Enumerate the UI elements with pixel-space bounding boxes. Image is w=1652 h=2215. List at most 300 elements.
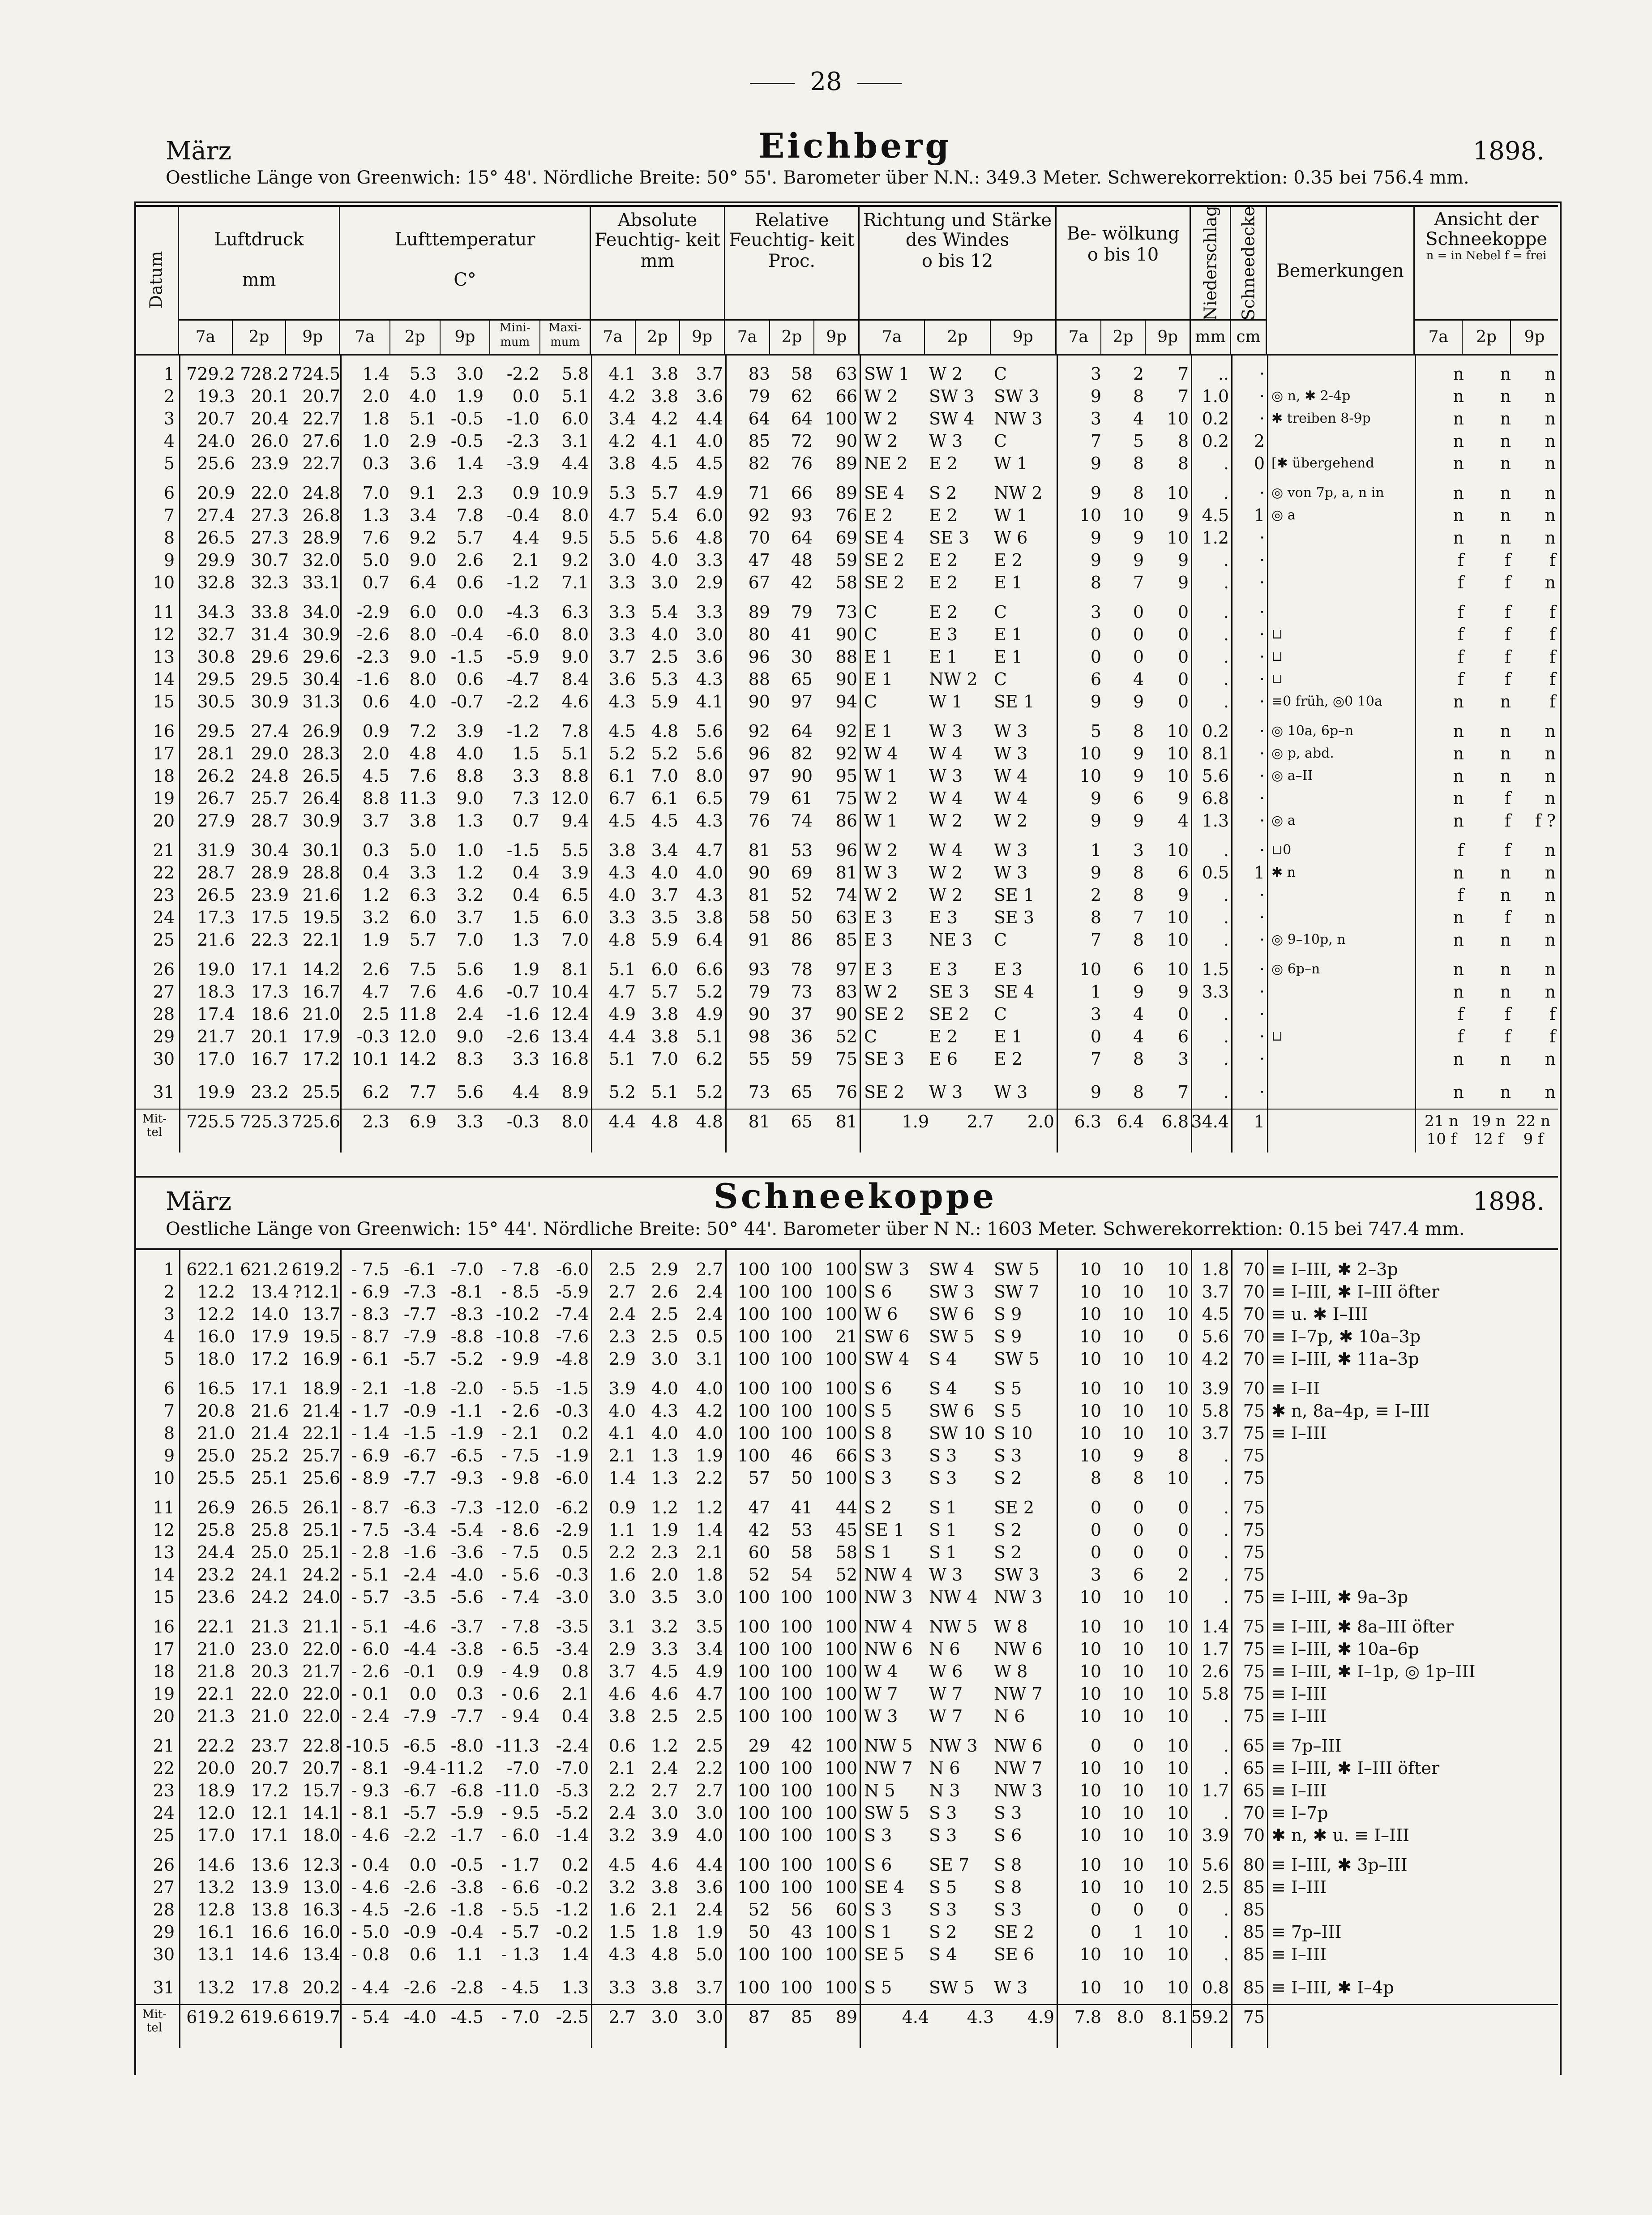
table-cell: 83: [835, 982, 857, 1002]
table-cell: ≡ I–III, ✱ I–1p, ◎ 1p–III: [1271, 1662, 1476, 1681]
table-cell: n: [1545, 1049, 1556, 1069]
table-cell: 0.7: [362, 573, 389, 592]
table-cell: SE 2: [864, 1082, 905, 1102]
table-cell: 0: [1177, 625, 1189, 644]
table-cell: 10: [1122, 1706, 1144, 1726]
table-cell: -2.2: [506, 692, 539, 711]
table-cell: 16.7: [251, 1049, 289, 1069]
table-cell: ≡ I–III, ✱ 3p–III: [1271, 1855, 1408, 1875]
table-cell: 1.5: [1202, 960, 1229, 979]
table-cell: 5.3: [409, 364, 437, 384]
table-cell: n: [1545, 744, 1556, 763]
table-cell: 9: [1090, 692, 1101, 711]
table-cell: -6.7: [403, 1781, 437, 1800]
table-cell: ·: [1259, 1027, 1265, 1046]
table-cell: 7.8: [561, 721, 589, 741]
table-cell: N 5: [864, 1781, 895, 1800]
table-cell: -2.2: [506, 364, 539, 384]
table-cell: 100: [780, 1260, 813, 1279]
table-cell: SW 5: [929, 1978, 975, 1997]
table-cell: 4: [1133, 1027, 1144, 1046]
table-cell: 0.6: [362, 692, 389, 711]
table-cell: n: [1545, 885, 1556, 905]
table-cell: S 4: [929, 1349, 957, 1369]
table-cell: -6.5: [450, 1446, 484, 1465]
table-cell: n: [1500, 454, 1511, 473]
table-cell: 10: [1167, 1662, 1189, 1681]
table-cell: S 8: [994, 1877, 1022, 1897]
table-cell: 4.5: [1202, 506, 1229, 525]
table-cell: 10: [1122, 1855, 1144, 1875]
table-cell: 21.6: [197, 930, 235, 950]
table-cell: 3.0: [696, 1587, 723, 1607]
table-cell: -10.8: [496, 1327, 539, 1346]
table-row: [134, 1660, 1558, 1683]
table-cell: ≡ I–III, ✱ 9a–3p: [1271, 1587, 1408, 1607]
mean-cell: 6.4: [1117, 1112, 1144, 1131]
table-cell: E 2: [929, 1027, 958, 1046]
table-cell: 64: [791, 409, 813, 428]
table-cell: 7: [1177, 1082, 1189, 1102]
table-cell: W 1: [994, 454, 1028, 473]
table-cell: - 9.5: [501, 1803, 539, 1823]
table-cell: -4.7: [506, 669, 539, 689]
table-cell: -7.7: [403, 1304, 437, 1324]
table-cell: 6.0: [409, 602, 437, 622]
table-cell: -3.7: [450, 1617, 484, 1637]
table-cell: 6.1: [608, 766, 636, 786]
table-cell: 3.3: [651, 1639, 678, 1659]
table-cell: 0: [1133, 647, 1144, 667]
table-cell: 28.1: [197, 744, 235, 763]
table-cell: 13.0: [302, 1877, 340, 1897]
table-cell: 97: [835, 960, 857, 979]
table-cell: 9.2: [409, 528, 437, 548]
table-cell: 1: [1133, 1922, 1144, 1942]
table-cell: 26.4: [302, 788, 340, 808]
table-cell: 45: [835, 1520, 857, 1540]
table-cell: 30: [153, 1945, 175, 1964]
table-cell: 26.7: [197, 788, 235, 808]
table-cell: 32.7: [197, 625, 235, 644]
table-cell: 0.8: [1202, 1978, 1229, 1997]
table-cell: 100: [825, 1825, 857, 1845]
table-cell: 2.3: [456, 483, 484, 503]
table-cell: SE 4: [864, 528, 905, 548]
table-cell: 64: [791, 721, 813, 741]
table-cell: 82: [791, 744, 813, 763]
table-cell: 30.4: [302, 669, 340, 689]
table-cell: 0: [1090, 1736, 1101, 1756]
table-cell: - 0.1: [351, 1684, 389, 1704]
table-cell: 28: [153, 1900, 175, 1919]
table-cell: 21.3: [197, 1706, 235, 1726]
table-cell: -2.6: [356, 625, 389, 644]
table-cell: 18: [153, 1662, 175, 1681]
table-cell: -0.7: [450, 692, 484, 711]
table-cell: 9: [1133, 982, 1144, 1002]
table-cell: 17.8: [251, 1978, 289, 1997]
table-cell: - 8.7: [351, 1327, 389, 1346]
table-cell: -0.1: [403, 1662, 437, 1681]
table-cell: 100: [825, 1639, 857, 1659]
table-cell: 2.6: [456, 550, 484, 570]
mean-cell: -0.3: [506, 1112, 539, 1131]
table-cell: 3: [1090, 409, 1101, 428]
table-cell: - 6.9: [351, 1446, 389, 1465]
table-cell: 3: [1090, 364, 1101, 384]
table-cell: 74: [791, 811, 813, 831]
table-cell: 10: [1167, 1803, 1189, 1823]
mean-cell: 21 n 10 f: [1425, 1112, 1459, 1148]
table-cell: 17.3: [251, 982, 289, 1002]
table-cell: 10: [1122, 1304, 1144, 1324]
table-cell: 23.7: [251, 1736, 289, 1756]
table-cell: 22: [153, 1758, 175, 1778]
table-cell: 18.6: [251, 1004, 289, 1024]
table-cell: 10: [1167, 840, 1189, 860]
table-cell: 21.0: [302, 1004, 340, 1024]
table-cell: 92: [748, 721, 770, 741]
table-cell: 17.3: [197, 908, 235, 927]
table-cell: ·: [1259, 840, 1265, 860]
table-cell: 70: [1243, 1282, 1265, 1302]
table-cell: -2.9: [356, 602, 389, 622]
table-cell: -5.3: [556, 1781, 589, 1800]
table-cell: f: [1457, 1027, 1464, 1046]
table-cell: 22.0: [302, 1639, 340, 1659]
table-cell: 728.2: [240, 364, 289, 384]
table-cell: 79: [748, 982, 770, 1002]
table-cell: 10: [1079, 1327, 1101, 1346]
table-cell: 5.4: [651, 506, 678, 525]
table-row: [134, 1422, 1558, 1444]
table-cell: - 9.9: [501, 1349, 539, 1369]
table-cell: 52: [835, 1027, 857, 1046]
table-cell: 20.8: [197, 1401, 235, 1421]
table-cell: SE 2: [994, 1498, 1035, 1517]
table-cell: 100: [780, 1587, 813, 1607]
table-cell: 21.8: [197, 1662, 235, 1681]
table-cell: W 4: [994, 788, 1028, 808]
table-cell: 22.8: [302, 1736, 340, 1756]
table-cell: 58: [748, 908, 770, 927]
table-cell: 26.9: [302, 721, 340, 741]
table-cell: 26.2: [197, 766, 235, 786]
table-cell: 0.4: [561, 1706, 589, 1726]
table-cell: 4.1: [651, 431, 678, 451]
table-cell: N 6: [929, 1639, 960, 1659]
table-cell: 5: [1090, 721, 1101, 741]
table-cell: 21: [153, 1736, 175, 1756]
table-cell: 57: [748, 1468, 770, 1488]
table-cell: S 2: [929, 1922, 957, 1942]
table-cell: W 1: [864, 811, 898, 831]
table-cell: 1.4: [456, 454, 484, 473]
table-cell: 8: [1090, 573, 1101, 592]
table-cell: 24.0: [302, 1587, 340, 1607]
table-cell: 15.7: [302, 1781, 340, 1800]
table-cell: 2.4: [696, 1282, 723, 1302]
table-cell: 5.2: [651, 744, 678, 763]
table-cell: 90: [835, 1004, 857, 1024]
table-cell: 3.5: [651, 908, 678, 927]
table-cell: 70: [1243, 1349, 1265, 1369]
table-cell: 18.3: [197, 982, 235, 1002]
table-cell: SE 6: [994, 1945, 1035, 1964]
table-cell: 3.8: [651, 364, 678, 384]
table-cell: E 6: [929, 1049, 958, 1069]
table-cell: 5.2: [696, 982, 723, 1002]
table-cell: 30.8: [197, 647, 235, 667]
table-row: [134, 981, 1558, 1003]
table-cell: 2.7: [696, 1781, 723, 1800]
table-cell: 9: [1090, 1082, 1101, 1102]
table-cell: 7: [1090, 431, 1101, 451]
table-cell: S 3: [929, 1468, 957, 1488]
table-cell: W 1: [864, 766, 898, 786]
table-cell: 1.4: [561, 1945, 589, 1964]
table-cell: 5.9: [651, 692, 678, 711]
table-cell: 10: [1079, 1260, 1101, 1279]
table-cell: 9.0: [409, 550, 437, 570]
table-cell: 10: [1079, 1639, 1101, 1659]
table-cell: - 2.8: [351, 1542, 389, 1562]
table-cell: E 3: [864, 960, 893, 979]
table-cell: S 6: [864, 1855, 892, 1875]
table-cell: ≡ I–III, ✱ I–III öfter: [1271, 1758, 1440, 1778]
table-cell: 3.4: [651, 840, 678, 860]
table-cell: S 6: [864, 1282, 892, 1302]
table-cell: n: [1500, 528, 1511, 548]
table-cell: 7: [163, 506, 175, 525]
table-cell: W 3: [929, 1565, 963, 1585]
table-cell: 2.4: [696, 1304, 723, 1324]
table-cell: 13.2: [197, 1877, 235, 1897]
table-cell: 0.9: [512, 483, 539, 503]
table-cell: -3.8: [450, 1877, 484, 1897]
table-cell: 619.2: [291, 1260, 340, 1279]
table-cell: 7.6: [409, 766, 437, 786]
table-cell: 66: [835, 386, 857, 406]
table-cell: .: [1223, 908, 1229, 927]
table-cell: 28.7: [197, 863, 235, 883]
table-cell: 3.3: [608, 625, 636, 644]
table-cell: 10: [153, 1468, 175, 1488]
table-cell: 5.7: [409, 930, 437, 950]
table-cell: -6.2: [556, 1498, 589, 1517]
table-cell: f: [1549, 1027, 1556, 1046]
table-cell: 1.9: [512, 960, 539, 979]
table-cell: 3: [163, 409, 175, 428]
table-cell: 4.9: [696, 1662, 723, 1681]
table-cell: 1.2: [1202, 528, 1229, 548]
table-cell: 4.0: [409, 386, 437, 406]
table-cell: 0.5: [561, 1542, 589, 1562]
table-row: [134, 1615, 1558, 1638]
table-cell: W 4: [864, 744, 898, 763]
table-cell: -6.3: [403, 1498, 437, 1517]
table-cell: 75: [1243, 1520, 1265, 1540]
table-cell: S 3: [994, 1803, 1022, 1823]
table-cell: -4.3: [506, 602, 539, 622]
table-cell: E 1: [864, 721, 893, 741]
table-cell: 10: [1079, 1662, 1101, 1681]
table-cell: 21.0: [197, 1639, 235, 1659]
header-luftdruck: Luftdruck mm 7a 2p 9p: [179, 206, 340, 354]
table-cell: 9: [1090, 386, 1101, 406]
table-cell: 100: [825, 1781, 857, 1800]
table-cell: 19.5: [302, 1327, 340, 1346]
table-cell: 13.9: [251, 1877, 289, 1897]
table-cell: 11: [153, 602, 175, 622]
table-cell: 100: [737, 1587, 770, 1607]
table-cell: 100: [737, 1781, 770, 1800]
table-cell: - 8.1: [351, 1803, 389, 1823]
header-lufttemperatur: Lufttemperatur C° 7a 2p 9p Mini- mum Maxi- mum: [340, 206, 591, 354]
table-cell: 10: [1122, 1327, 1144, 1346]
table-cell: 28.8: [302, 863, 340, 883]
table-cell: 22.0: [302, 1706, 340, 1726]
table-cell: 75: [1243, 1587, 1265, 1607]
table-cell: -10.2: [496, 1304, 539, 1324]
table-cell: f: [1504, 1027, 1511, 1046]
table-cell: 42: [791, 1736, 813, 1756]
table-cell: 60: [748, 1542, 770, 1562]
table-cell: S 10: [994, 1423, 1033, 1443]
table-cell: 2.9: [696, 573, 723, 592]
table-cell: 9: [163, 550, 175, 570]
table-cell: - 2.6: [501, 1401, 539, 1421]
table-cell: 8: [1133, 386, 1144, 406]
table-cell: 90: [748, 863, 770, 883]
remark: ⊔: [1271, 649, 1283, 664]
table-cell: 0: [1133, 1736, 1144, 1756]
table-cell: 4.0: [696, 1825, 723, 1845]
table-cell: ≡ I–III, ✱ I–III öfter: [1271, 1282, 1440, 1302]
table-cell: 32.0: [302, 550, 340, 570]
table-cell: -5.9: [506, 647, 539, 667]
table-cell: 6.0: [651, 960, 678, 979]
table-cell: S 1: [929, 1542, 957, 1562]
table-cell: 22.7: [302, 409, 340, 428]
table-cell: 6: [1133, 960, 1144, 979]
station-subtitle: Oestliche Länge von Greenwich: 15° 48'. Nördliche Breite: 50° 55'. Barometer über N.N.: 349.3 Meter. Schwerekorrektion: 0.35 bei 756.4 mm.: [166, 167, 1469, 188]
table-cell: 70: [748, 528, 770, 548]
table-cell: 3.8: [651, 1978, 678, 1997]
table-cell: W 2: [929, 863, 963, 883]
table-cell: - 7.8: [501, 1260, 539, 1279]
table-cell: 1.9: [651, 1520, 678, 1540]
table-cell: 27: [153, 982, 175, 1002]
table-cell: ≡ I–III: [1271, 1423, 1327, 1443]
table-cell: W 2: [994, 811, 1028, 831]
table-cell: 10: [1122, 1639, 1144, 1659]
table-cell: 0: [1090, 1027, 1101, 1046]
table-cell: 1.4: [608, 1468, 636, 1488]
table-cell: 4.4: [512, 1082, 539, 1102]
table-cell: -0.2: [556, 1877, 589, 1897]
table-cell: 2.1: [651, 1900, 678, 1919]
table-row: [134, 1779, 1558, 1802]
table-row: [134, 1281, 1558, 1303]
table-cell: -1.2: [556, 1900, 589, 1919]
table-cell: n: [1453, 483, 1464, 503]
table-row: [134, 1943, 1558, 1966]
table-cell: ≡ 7p–III: [1271, 1736, 1342, 1756]
table-cell: 20.2: [302, 1978, 340, 1997]
table-cell: 2.5: [696, 1706, 723, 1726]
table-cell: 27.9: [197, 811, 235, 831]
table-cell: 89: [748, 602, 770, 622]
table-cell: W 3: [994, 840, 1028, 860]
table-cell: -2.8: [450, 1978, 484, 1997]
table-cell: ·: [1259, 409, 1265, 428]
table-cell: 29.5: [197, 721, 235, 741]
table-cell: E 1: [994, 1027, 1023, 1046]
table-cell: .: [1223, 669, 1229, 689]
table-cell: 65: [1243, 1736, 1265, 1756]
table-cell: 100: [737, 1446, 770, 1465]
table-cell: n: [1545, 386, 1556, 406]
table-cell: 24: [153, 1803, 175, 1823]
table-cell: 26: [153, 960, 175, 979]
table-cell: 2.3: [608, 1327, 636, 1346]
table-cell: 100: [780, 1781, 813, 1800]
table-cell: 0.4: [512, 863, 539, 883]
table-cell: 5.3: [608, 483, 636, 503]
table-cell: 29.9: [197, 550, 235, 570]
table-cell: 4.2: [608, 431, 636, 451]
table-cell: NW 3: [994, 1781, 1043, 1800]
table-cell: 1.8: [651, 1922, 678, 1942]
table-cell: C: [864, 692, 877, 711]
header-datum: Datum: [134, 206, 179, 354]
table-cell: 18.0: [197, 1349, 235, 1369]
table-cell: 10: [1079, 1781, 1101, 1800]
table-cell: W 3: [994, 863, 1028, 883]
table-cell: 4: [1133, 409, 1144, 428]
table-cell: 3.7: [1202, 1282, 1229, 1302]
table-cell: 20.4: [251, 409, 289, 428]
table-cell: 0.4: [362, 863, 389, 883]
table-cell: -1.6: [356, 669, 389, 689]
table-cell: 4.5: [608, 1855, 636, 1875]
table-cell: .: [1223, 1542, 1229, 1562]
table-cell: 4.3: [608, 692, 636, 711]
table-cell: 46: [791, 1446, 813, 1465]
table-cell: 100: [825, 1945, 857, 1964]
table-cell: 16.9: [302, 1349, 340, 1369]
table-cell: 2.4: [456, 1004, 484, 1024]
table-cell: 75: [1243, 1617, 1265, 1637]
table-cell: 1.2: [651, 1736, 678, 1756]
table-cell: .: [1223, 1922, 1229, 1942]
table-cell: 1.5: [608, 1922, 636, 1942]
table-cell: -10.5: [346, 1736, 389, 1756]
table-cell: f: [1504, 811, 1511, 831]
table-cell: 3.4: [696, 1639, 723, 1659]
table-cell: 3.1: [608, 1617, 636, 1637]
table-cell: 30.9: [302, 811, 340, 831]
table-cell: 9.0: [409, 647, 437, 667]
table-cell: 4: [1177, 811, 1189, 831]
table-cell: SE 4: [864, 483, 905, 503]
table-cell: 0.2: [561, 1855, 589, 1875]
table-cell: 75: [1243, 1401, 1265, 1421]
table-cell: n: [1453, 506, 1464, 525]
table-cell: ·: [1259, 573, 1265, 592]
